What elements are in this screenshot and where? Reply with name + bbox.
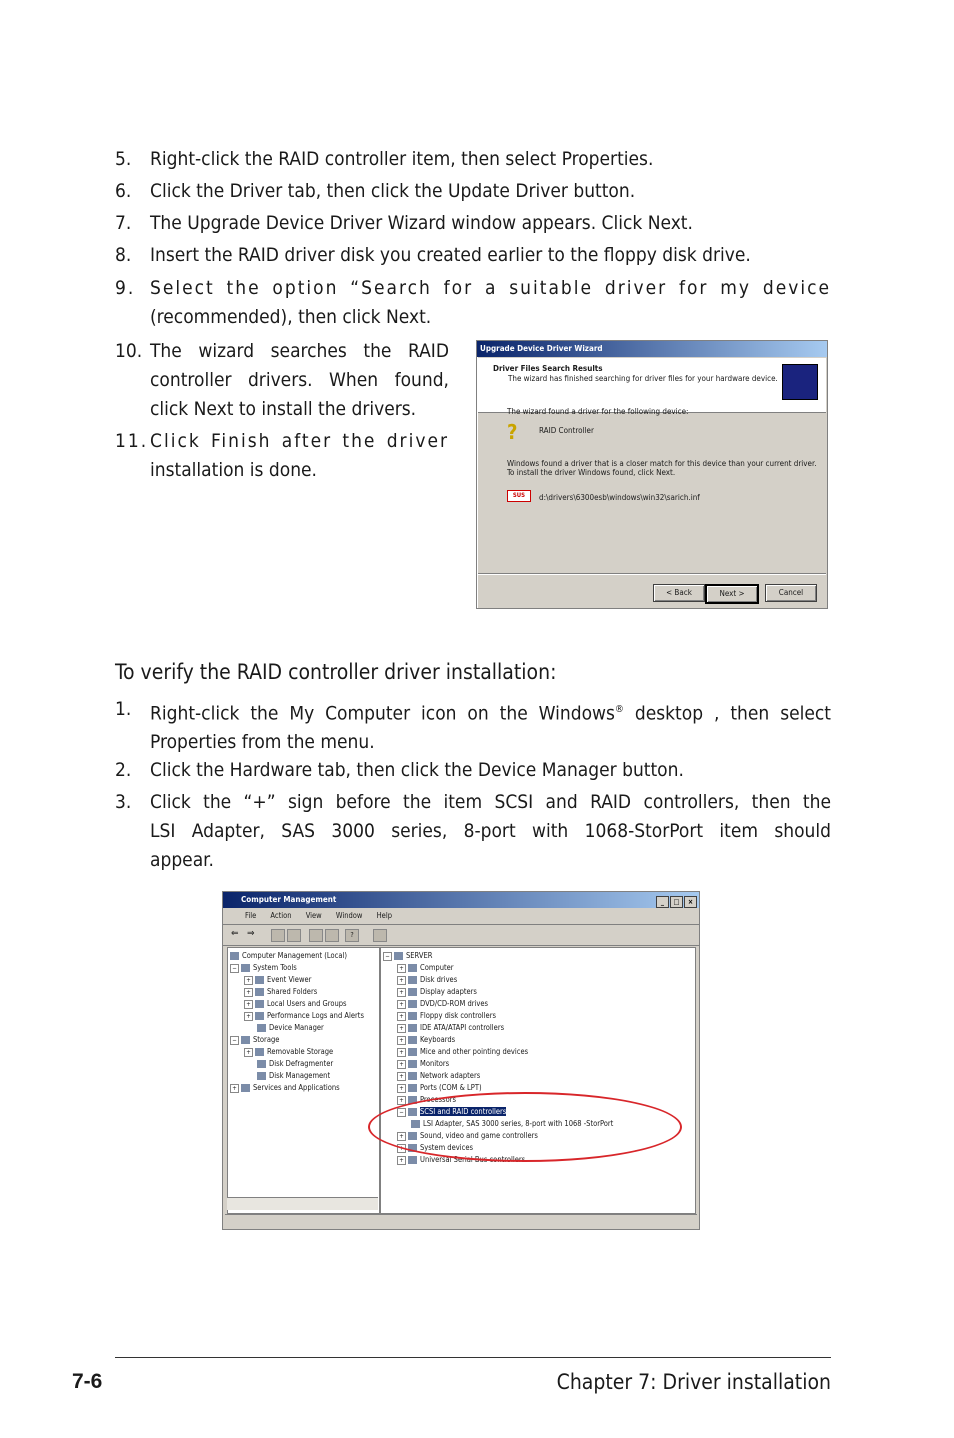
tree-label: Monitors bbox=[420, 1059, 450, 1068]
tree-label: Disk drives bbox=[420, 975, 458, 984]
step-7 bbox=[115, 209, 831, 238]
footer-rule bbox=[115, 1357, 831, 1358]
step-text: Right-click the RAID controller item, then select Properties. bbox=[150, 148, 654, 170]
computer-icon bbox=[408, 964, 417, 972]
step-8 bbox=[115, 241, 831, 270]
expand-icon[interactable]: + bbox=[397, 1144, 406, 1153]
device-category[interactable] bbox=[397, 1023, 504, 1033]
expand-icon[interactable]: + bbox=[397, 1060, 406, 1069]
wizard-title: Upgrade Device Driver Wizard bbox=[477, 341, 827, 357]
expand-icon[interactable]: + bbox=[397, 1000, 406, 1009]
defrag-icon bbox=[257, 1060, 266, 1068]
tree-label: Device Manager bbox=[269, 1023, 324, 1032]
step-11 bbox=[115, 427, 449, 485]
step-5 bbox=[115, 145, 831, 174]
expand-icon[interactable]: + bbox=[244, 1048, 253, 1057]
step-6 bbox=[115, 177, 831, 206]
tree-item[interactable] bbox=[257, 1023, 324, 1033]
minimize-icon[interactable]: _ bbox=[656, 896, 669, 908]
menu-window[interactable]: Window bbox=[335, 911, 363, 920]
driver-file-icon: SUS bbox=[507, 490, 531, 502]
verify-step-2 bbox=[115, 756, 831, 785]
tree-label: IDE ATA/ATAPI controllers bbox=[420, 1023, 505, 1032]
expand-icon[interactable]: + bbox=[244, 1000, 253, 1009]
wizard-header-subtitle: The wizard has finished searching for driver files for your hardware device. bbox=[508, 374, 778, 383]
tree-label: Computer Management (Local) bbox=[242, 951, 348, 960]
tree-label: LSI Adapter, SAS 3000 series, 8-port with 1068 -StorPort bbox=[423, 1119, 614, 1128]
network-adapter-icon bbox=[408, 1072, 417, 1080]
services-icon bbox=[241, 1084, 250, 1092]
wizard-separator bbox=[478, 573, 826, 575]
back-arrow-icon[interactable]: ⇐ bbox=[231, 928, 239, 939]
tree-label: DVD/CD-ROM drives bbox=[420, 999, 489, 1008]
step-text-line: (recommended), then click Next. bbox=[150, 306, 432, 328]
device-category[interactable] bbox=[397, 1035, 455, 1045]
wizard-info-line: Windows found a driver that is a closer match for this device than your current driver. bbox=[507, 459, 817, 468]
step-text: The Upgrade Device Driver Wizard window appears. Click Next. bbox=[150, 212, 693, 234]
collapse-icon[interactable]: − bbox=[383, 952, 392, 961]
cm-toolbar bbox=[223, 925, 699, 946]
cm-left-tree bbox=[227, 947, 380, 1214]
horizontal-scrollbar[interactable] bbox=[227, 1197, 378, 1210]
performance-icon bbox=[255, 1012, 264, 1020]
expand-icon[interactable]: + bbox=[244, 976, 253, 985]
cm-title-text: Computer Management bbox=[241, 895, 337, 904]
computer-management-screenshot bbox=[222, 891, 700, 1230]
menu-view[interactable]: View bbox=[305, 911, 322, 920]
page-number: 7-6 bbox=[72, 1370, 103, 1393]
storage-icon bbox=[241, 1036, 250, 1044]
help-icon[interactable]: ? bbox=[345, 929, 359, 942]
tree-label: Network adapters bbox=[420, 1071, 481, 1080]
users-icon bbox=[255, 1000, 264, 1008]
computer-icon bbox=[394, 952, 403, 960]
unknown-device-icon: ? bbox=[507, 420, 518, 444]
collapse-icon[interactable]: − bbox=[397, 1108, 406, 1117]
tree-item[interactable] bbox=[230, 1035, 279, 1045]
step-number: 11. bbox=[115, 430, 149, 452]
tree-label: Mice and other pointing devices bbox=[420, 1047, 529, 1056]
section-heading: To verify the RAID controller driver installation: bbox=[115, 660, 557, 684]
cm-statusbar bbox=[225, 1214, 697, 1227]
expand-icon[interactable]: + bbox=[397, 1048, 406, 1057]
step-text-part: Right-click the My Computer icon on the Windows bbox=[150, 702, 615, 725]
step-number: 1. bbox=[115, 698, 132, 720]
upgrade-driver-wizard-screenshot bbox=[476, 340, 828, 609]
expand-icon[interactable]: + bbox=[397, 1036, 406, 1045]
step-text-line: appear. bbox=[150, 849, 214, 871]
device-category[interactable] bbox=[397, 963, 454, 973]
chapter-title: Chapter 7: Driver installation bbox=[556, 1370, 831, 1394]
expand-icon[interactable]: + bbox=[397, 1084, 406, 1093]
device-category[interactable] bbox=[397, 1059, 449, 1069]
step-text-line: Click Finish after the driver bbox=[150, 430, 449, 452]
step-number: 8. bbox=[115, 244, 132, 266]
disk-drive-icon bbox=[408, 976, 417, 984]
disk-management-icon bbox=[257, 1072, 266, 1080]
cm-menubar bbox=[223, 908, 699, 925]
step-text-line: Select the option “Search for a suitable driver for my device bbox=[150, 277, 831, 299]
tree-label: System devices bbox=[420, 1143, 473, 1152]
step-text-line: LSI Adapter, SAS 3000 series, 8-port with 1068-StorPort item should bbox=[150, 820, 831, 842]
scan-hardware-icon[interactable] bbox=[373, 929, 387, 942]
close-icon[interactable]: × bbox=[684, 896, 697, 908]
tree-label: Removable Storage bbox=[267, 1047, 334, 1056]
tree-label: Sound, video and game controllers bbox=[420, 1131, 538, 1140]
expand-icon[interactable]: + bbox=[397, 964, 406, 973]
step-text-line: Properties from the menu. bbox=[150, 731, 375, 754]
wizard-found-text: The wizard found a driver for the following device: bbox=[507, 407, 689, 416]
tree-item[interactable] bbox=[230, 951, 347, 961]
tree-label: Local Users and Groups bbox=[267, 999, 347, 1008]
device-category[interactable] bbox=[397, 1011, 496, 1021]
step-10 bbox=[115, 337, 449, 424]
step-text-line: click Next to install the drivers. bbox=[150, 398, 417, 420]
expand-icon[interactable]: + bbox=[397, 1024, 406, 1033]
step-number: 9. bbox=[115, 277, 136, 299]
mouse-icon bbox=[408, 1048, 417, 1056]
device-category[interactable] bbox=[397, 1071, 480, 1081]
print-icon[interactable] bbox=[325, 929, 339, 942]
step-text-line bbox=[150, 695, 831, 728]
back-button[interactable]: < Back bbox=[653, 584, 705, 602]
up-folder-icon[interactable] bbox=[271, 929, 285, 942]
step-number: 7. bbox=[115, 212, 132, 234]
device-category[interactable] bbox=[397, 1047, 528, 1057]
cancel-button[interactable]: Cancel bbox=[765, 584, 817, 602]
verify-step-3 bbox=[115, 788, 831, 875]
tree-item[interactable] bbox=[230, 1083, 340, 1093]
tree-item[interactable] bbox=[244, 999, 347, 1009]
expand-icon[interactable]: + bbox=[244, 988, 253, 997]
step-text-line: Click the “+” sign before the item SCSI and RAID controllers, then the bbox=[150, 791, 831, 813]
device-category[interactable] bbox=[397, 999, 488, 1009]
step-text-line: The wizard searches the RAID bbox=[150, 340, 449, 362]
tree-item[interactable] bbox=[244, 987, 317, 997]
tree-label: Keyboards bbox=[420, 1035, 456, 1044]
step-text: Click the Hardware tab, then click the Device Manager button. bbox=[150, 759, 684, 781]
tree-label: SCSI and RAID controllers bbox=[420, 1107, 507, 1116]
usb-icon bbox=[408, 1156, 417, 1164]
wizard-info-line: To install the driver Windows found, click Next. bbox=[507, 468, 676, 477]
tree-label: Disk Defragmenter bbox=[269, 1059, 334, 1068]
maximize-icon[interactable]: □ bbox=[670, 896, 683, 908]
step-text: Insert the RAID driver disk you created earlier to the floppy disk drive. bbox=[150, 244, 751, 266]
forward-arrow-icon[interactable]: ⇒ bbox=[247, 928, 255, 939]
menu-file[interactable]: File bbox=[245, 911, 257, 920]
step-number: 6. bbox=[115, 180, 132, 202]
wizard-device-name: RAID Controller bbox=[539, 426, 594, 435]
dvd-drive-icon bbox=[408, 1000, 417, 1008]
keyboard-icon bbox=[408, 1036, 417, 1044]
expand-icon[interactable]: + bbox=[397, 988, 406, 997]
tree-label: SERVER bbox=[406, 951, 433, 960]
menu-action[interactable]: Action bbox=[270, 911, 292, 920]
highlight-ellipse bbox=[368, 1092, 682, 1162]
step-9 bbox=[115, 274, 831, 332]
tree-label: Shared Folders bbox=[267, 987, 318, 996]
tree-item[interactable] bbox=[257, 1071, 330, 1081]
port-icon bbox=[408, 1084, 417, 1092]
expand-icon[interactable]: + bbox=[397, 1012, 406, 1021]
device-category[interactable] bbox=[397, 975, 457, 985]
tools-icon bbox=[241, 964, 250, 972]
tree-label: Disk Management bbox=[269, 1071, 331, 1080]
wizard-info bbox=[507, 459, 817, 477]
collapse-icon[interactable]: − bbox=[230, 1036, 239, 1045]
shared-folder-icon bbox=[255, 988, 264, 996]
properties-icon[interactable] bbox=[309, 929, 323, 942]
next-button[interactable]: Next > bbox=[705, 584, 759, 604]
tree-label: Floppy disk controllers bbox=[420, 1011, 496, 1020]
tree-label: Event Viewer bbox=[267, 975, 312, 984]
registered-mark: ® bbox=[614, 704, 624, 715]
computer-icon bbox=[230, 952, 239, 960]
device-tree-root[interactable] bbox=[383, 951, 432, 961]
step-text-part: desktop , then select bbox=[623, 702, 831, 725]
tree-toggle-icon[interactable] bbox=[287, 929, 301, 942]
tree-label: Processors bbox=[420, 1095, 456, 1104]
tree-item[interactable] bbox=[244, 975, 311, 985]
tree-label: Ports (COM & LPT) bbox=[420, 1083, 482, 1092]
tree-label: Services and Applications bbox=[253, 1083, 340, 1092]
cm-title bbox=[223, 892, 699, 908]
verify-step-1 bbox=[115, 695, 831, 757]
device-category[interactable] bbox=[397, 1083, 482, 1093]
monitor-icon bbox=[408, 1060, 417, 1068]
device-category[interactable] bbox=[397, 987, 477, 997]
tree-label: System Tools bbox=[253, 963, 297, 972]
step-number: 10. bbox=[115, 340, 143, 362]
display-adapter-icon bbox=[408, 988, 417, 996]
ide-controller-icon bbox=[408, 1024, 417, 1032]
device-manager-icon bbox=[257, 1024, 266, 1032]
tree-label: Computer bbox=[420, 963, 454, 972]
step-number: 3. bbox=[115, 791, 132, 813]
step-text-line: controller drivers. When found, bbox=[150, 369, 449, 391]
expand-icon[interactable]: + bbox=[397, 1096, 406, 1105]
floppy-controller-icon bbox=[408, 1012, 417, 1020]
expand-icon[interactable]: + bbox=[230, 1084, 239, 1093]
tree-label: Performance Logs and Alerts bbox=[267, 1011, 364, 1020]
expand-icon[interactable]: + bbox=[244, 1012, 253, 1021]
tree-item[interactable] bbox=[244, 1047, 333, 1057]
tree-label: Universal Serial Bus controllers bbox=[420, 1155, 526, 1164]
expand-icon[interactable]: + bbox=[397, 1156, 406, 1165]
expand-icon[interactable]: + bbox=[397, 1072, 406, 1081]
removable-storage-icon bbox=[255, 1048, 264, 1056]
wizard-header-title: Driver Files Search Results bbox=[493, 364, 603, 373]
step-text: Click the Driver tab, then click the Update Driver button. bbox=[150, 180, 636, 202]
event-viewer-icon bbox=[255, 976, 264, 984]
cm-right-tree bbox=[380, 947, 696, 1214]
step-number: 5. bbox=[115, 148, 132, 170]
wizard-inf-path: d:\drivers\6300esb\windows\win32\sarich.inf bbox=[539, 493, 700, 502]
expand-icon[interactable]: + bbox=[397, 976, 406, 985]
step-text-line: installation is done. bbox=[150, 459, 317, 481]
step-number: 2. bbox=[115, 759, 132, 781]
wizard-header bbox=[478, 358, 826, 413]
tree-item[interactable] bbox=[257, 1059, 333, 1069]
hardware-wizard-icon bbox=[782, 364, 818, 400]
tree-label: Display adapters bbox=[420, 987, 477, 996]
expand-icon[interactable]: + bbox=[397, 1132, 406, 1141]
menu-help[interactable]: Help bbox=[376, 911, 392, 920]
tree-item[interactable] bbox=[230, 963, 297, 973]
tree-item[interactable] bbox=[244, 1011, 364, 1021]
collapse-icon[interactable]: − bbox=[230, 964, 239, 973]
tree-label: Storage bbox=[253, 1035, 280, 1044]
